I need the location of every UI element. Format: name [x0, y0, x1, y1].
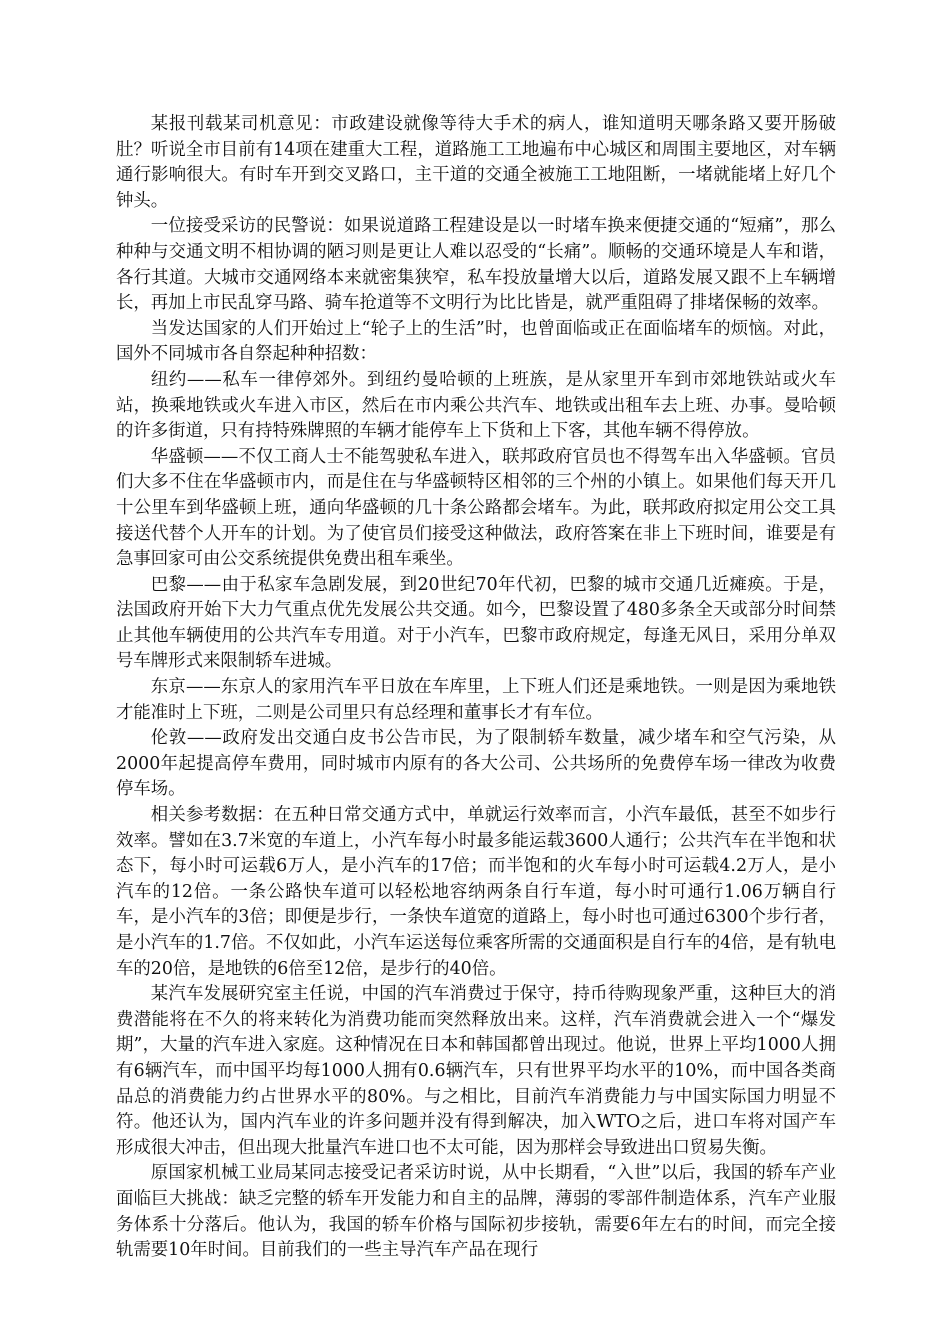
paragraph-paris: 巴黎——由于私家车急剧发展，到20世纪70年代初，巴黎的城市交通几近瘫痪。于是，法国政府开始下大力气重点优先发展公共交通。如今，巴黎设置了480多条全天或部分时间禁止其他车辆使用的公共汽车专用道。对于小汽车，巴黎市政府规定，每逢无风日，采用分单双号车牌形式来限制轿车进城。 [116, 574, 836, 672]
paragraph-reference-data: 相关参考数据：在五种日常交通方式中，单就运行效率而言，小汽车最低，甚至不如步行效率。譬如在3.7米宽的车道上，小汽车每小时最多能运载3600人通行；公共汽车在半饱和状态下，每小时可运载6万人，是小汽车的17倍；而半饱和的火车每小时可运载4.2万人，是小汽车的12倍。一条公路快车道可以轻松地容纳两条自行车道，每小时可通行1.06万辆自行车，是小汽车的3倍；即便是步行，一条快车道宽的道路上，每小时也可通过6300个步行者，是小汽车的1.7倍。不仅如此，小汽车运送每位乘客所需的交通面积是自行车的4倍，是有轨电车的20倍，是地铁的6倍至12倍，是步行的40倍。 [116, 805, 836, 979]
paragraph-police-comment: 一位接受采访的民警说：如果说道路工程建设是以一时堵车换来便捷交通的“短痛”，那么种种与交通文明不相协调的陋习则是更让人难以忍受的“长痛”。顺畅的交通环境是人车和谐，各行其道。大城市交通网络本来就密集狭窄，私车投放量增大以后，道路发展又跟不上车辆增长，再加上市民乱穿马路、骑车抢道等不文明行为比比皆是，就严重阻碍了排堵保畅的效率。 [116, 216, 836, 314]
paragraph-washington: 华盛顿——不仅工商人士不能驾驶私车进入，联邦政府官员也不得驾车出入华盛顿。官员们大多不住在华盛顿市内，而是住在与华盛顿特区相邻的三个州的小镇上。如果他们每天开几十公里车到华盛顿上班，通向华盛顿的几十条公路都会堵车。为此，联邦政府拟定用公交工具接送代替个人开车的计划。为了使官员们接受这种做法，政府答案在非上下班时间，谁要是有急事回家可由公交系统提供免费出租车乘坐。 [116, 446, 836, 570]
paragraph-foreign-cities-intro: 当发达国家的人们开始过上“轮子上的生活”时，也曾面临或正在面临堵车的烦恼。对此，国外不同城市各自祭起种种招数： [116, 318, 836, 365]
paragraph-new-york: 纽约——私车一律停郊外。到纽约曼哈顿的上班族，是从家里开车到市郊地铁站或火车站，换乘地铁或火车进入市区，然后在市内乘公共汽车、地铁或出租车去上班、办事。曼哈顿的许多街道，只有持特殊牌照的车辆才能停车上下货和上下客，其他车辆不得停放。 [116, 369, 836, 442]
paragraph-tokyo: 东京——东京人的家用汽车平日放在车库里，上下班人们还是乘地铁。一则是因为乘地铁才能准时上下班，二则是公司里只有总经理和董事长才有车位。 [116, 677, 836, 723]
paragraph-machinery-bureau: 原国家机械工业局某同志接受记者采访时说，从中长期看，“入世”以后，我国的轿车产业面临巨大挑战：缺乏完整的轿车开发能力和自主的品牌，薄弱的零部件制造体系，汽车产业服务体系十分落后。他认为，我国的轿车价格与国际初步接轨，需要6年左右的时间，而完全接轨需要10年时间。目前我们的一些主导汽车产品在现行 [116, 1163, 836, 1261]
document-body [116, 112, 836, 1264]
paragraph-driver-opinion: 某报刊载某司机意见：市政建设就像等待大手术的病人，谁知道明天哪条路又要开肠破肚？听说全市目前有14项在建重大工程，道路施工工地遍布中心城区和周围主要地区，对车辆通行影响很大。有时车开到交叉路口，主干道的交通全被施工工地阻断，一堵就能堵上好几个钟头。 [116, 114, 836, 211]
paragraph-research-director: 某汽车发展研究室主任说，中国的汽车消费过于保守，持币待购现象严重，这种巨大的消费潜能将在不久的将来转化为消费功能而突然释放出来。这样，汽车消费就会进入一个“爆发期”，大量的汽车进入家庭。这种情况在日本和韩国都曾出现过。他说，世界上平均1000人拥有6辆汽车，而中国平均每1000人拥有0.6辆汽车，只有世界平均水平的10%，而中国各类商品总的消费能力约占世界水平的80%。与之相比，目前汽车消费能力与中国实际国力明显不符。他还认为，国内汽车业的许多问题并没有得到解决，加入WTO之后，进口车将对国产车形成很大冲击，但出现大批量汽车进口也不太可能，因为那样会导致进出口贸易失衡。 [116, 984, 836, 1158]
paragraph-london: 伦敦——政府发出交通白皮书公告市民，为了限制轿车数量，减少堵车和空气污染，从2000年起提高停车费用，同时城市内原有的各大公司、公共场所的免费停车场一律改为收费停车场。 [116, 728, 836, 800]
